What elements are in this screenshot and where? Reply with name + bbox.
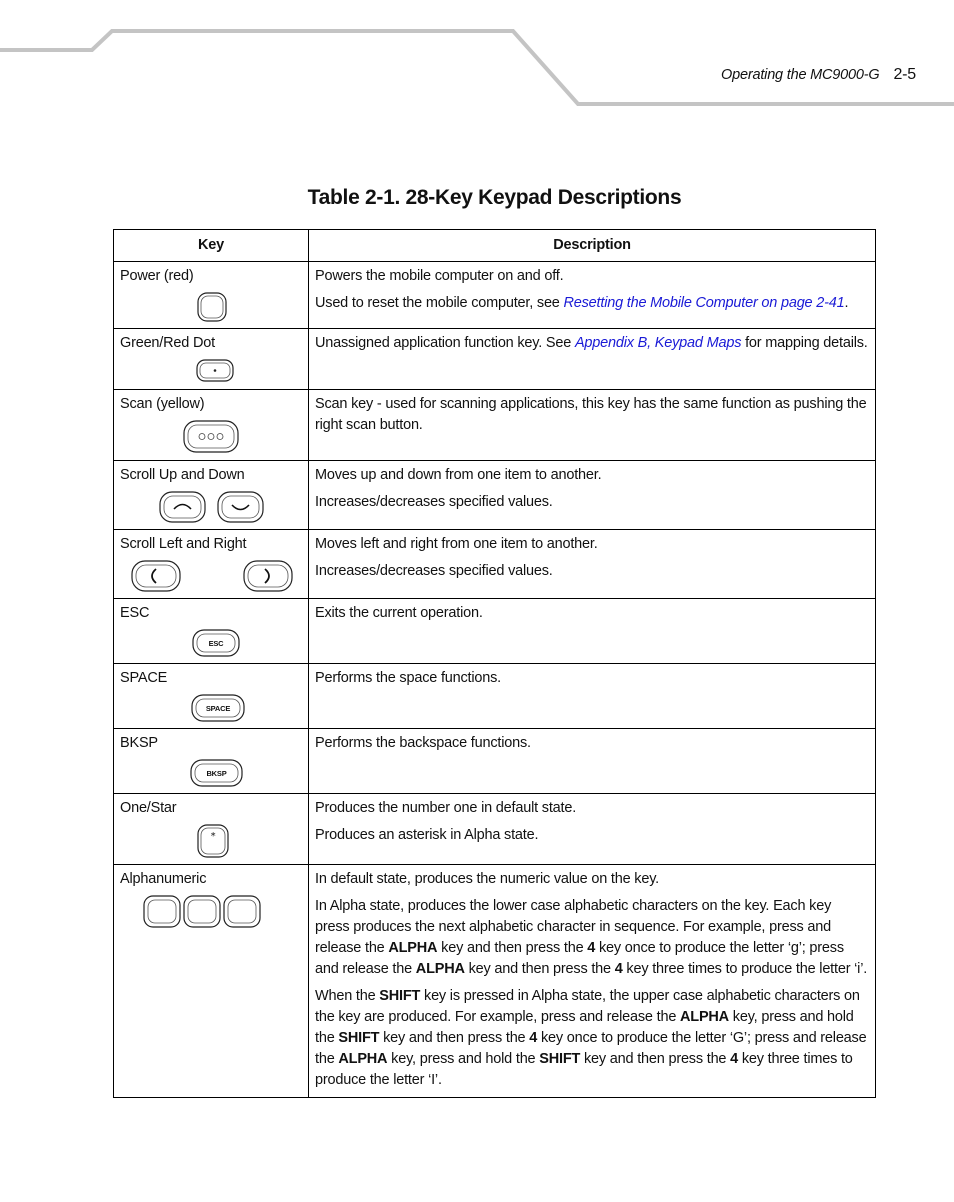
key-name: Alphanumeric <box>120 871 207 888</box>
table-row <box>114 664 876 729</box>
table-row <box>114 865 876 1098</box>
text-part: key once to produce the letter ‘g’; press and release the <box>315 940 844 978</box>
table-row <box>114 329 876 390</box>
description-cell <box>309 599 876 664</box>
text-part: key once to produce the letter ‘G’; press and release the <box>315 1030 867 1068</box>
key-name: Power (red) <box>120 268 194 284</box>
text-part: key is pressed in Alpha state, the upper case alphabetic characters on the key are produced. For example, press and release the <box>315 988 860 1026</box>
table-title: Table 2-1. 28-Key Keypad Descriptions <box>307 186 682 209</box>
power-key-icon <box>120 292 303 322</box>
page-number: 2-5 <box>893 66 916 83</box>
description-text: Scan key - used for scanning applications, this key has the same function as pushing the right scan button. <box>315 396 867 434</box>
esc-key-icon <box>120 629 303 657</box>
key-ref: 4 <box>587 940 596 957</box>
space-key-icon <box>120 694 303 722</box>
key-cell <box>114 390 309 461</box>
table-row <box>114 729 876 794</box>
description-text: Performs the space functions. <box>315 670 502 687</box>
description-cell <box>309 262 876 329</box>
table-row <box>114 794 876 865</box>
text-part: key, press and hold the <box>387 1051 540 1068</box>
description-text: Moves left and right from one item to another. <box>315 536 598 553</box>
key-ref: ALPHA <box>415 961 465 978</box>
description-text: Performs the backspace functions. <box>315 735 531 752</box>
text-part: key and then press the <box>379 1030 530 1047</box>
description-text-part: . <box>844 295 849 312</box>
description-text: Moves up and down from one item to another. <box>315 467 602 484</box>
text-part: key three times to produce the letter ‘I’. <box>315 1051 853 1089</box>
text-part: key and then press the <box>437 940 588 957</box>
description-cell <box>309 530 876 599</box>
key-cell <box>114 865 309 1098</box>
description-text <box>315 293 869 314</box>
text-part: When the <box>315 988 380 1005</box>
description-text-part: Used to reset the mobile computer, see <box>315 295 564 312</box>
description-cell <box>309 461 876 530</box>
description-text-part: Unassigned application function key. See <box>315 335 575 352</box>
key-ref: ALPHA <box>338 1051 388 1068</box>
key-name: Scroll Up and Down <box>120 467 245 484</box>
bksp-key-icon <box>120 759 303 787</box>
space-key-label: SPACE <box>205 704 231 714</box>
key-cell <box>114 664 309 729</box>
description-text-part: for mapping details. <box>741 335 868 352</box>
key-cell <box>114 329 309 390</box>
dot-key-icon <box>120 359 303 383</box>
key-ref: SHIFT <box>379 988 421 1005</box>
table-row <box>114 390 876 461</box>
description-cell <box>309 865 876 1098</box>
description-text: In default state, produces the numeric value on the key. <box>315 871 659 888</box>
table-row <box>114 530 876 599</box>
column-header-description: Description <box>309 230 876 262</box>
description-text <box>315 896 869 980</box>
key-cell <box>114 461 309 530</box>
key-name: BKSP <box>120 735 158 752</box>
header-decoration <box>0 0 954 110</box>
text-part: In Alpha state, produces the lower case alphabetic characters on the key. Each key press produces the next alphabetic character in sequence. For example, press and release the <box>315 898 832 957</box>
description-cell <box>309 390 876 461</box>
table-header-row <box>114 230 876 262</box>
key-ref: SHIFT <box>539 1051 581 1068</box>
text-part: key three times to produce the letter ‘i’. <box>622 961 868 978</box>
key-name: Scroll Left and Right <box>120 536 247 553</box>
key-ref: 4 <box>730 1051 738 1068</box>
scroll-up-down-icon <box>120 491 303 523</box>
key-name: Green/Red Dot <box>120 335 215 352</box>
alphanumeric-keys-icon <box>120 895 303 929</box>
key-name: One/Star <box>120 800 177 817</box>
key-ref: ALPHA <box>680 1009 729 1026</box>
esc-key-label: ESC <box>208 639 224 649</box>
key-cell <box>114 262 309 329</box>
description-text: Increases/decreases specified values. <box>315 494 553 511</box>
key-ref: ALPHA <box>388 940 438 957</box>
text-part: key and then press the <box>464 961 615 978</box>
description-text: Produces the number one in default state. <box>315 800 577 817</box>
description-cell <box>309 729 876 794</box>
scan-key-icon <box>120 420 303 454</box>
key-cell <box>114 729 309 794</box>
description-text: Exits the current operation. <box>315 605 483 622</box>
description-text <box>315 986 869 1091</box>
description-text: Produces an asterisk in Alpha state. <box>315 827 539 844</box>
description-text: Increases/decreases specified values. <box>315 563 553 580</box>
text-part: key, press and hold the <box>315 1009 854 1047</box>
key-name: ESC <box>120 605 150 622</box>
column-header-key: Key <box>114 230 309 262</box>
key-name: Scan (yellow) <box>120 396 205 413</box>
key-cell <box>114 599 309 664</box>
running-title: Operating the MC9000-G <box>721 67 880 83</box>
one-star-key-icon <box>120 824 303 858</box>
table-row <box>114 599 876 664</box>
key-cell <box>114 794 309 865</box>
table-row <box>114 262 876 329</box>
star-key-label: * <box>210 831 216 843</box>
description-text <box>315 333 869 354</box>
key-name: SPACE <box>120 670 168 687</box>
bksp-key-label: BKSP <box>206 769 227 779</box>
description-cell <box>309 794 876 865</box>
description-text: Powers the mobile computer on and off. <box>315 268 564 284</box>
scroll-left-right-icon <box>120 560 303 592</box>
description-cell <box>309 329 876 390</box>
description-cell <box>309 664 876 729</box>
key-ref: 4 <box>614 961 623 978</box>
running-head <box>721 66 916 84</box>
key-ref: SHIFT <box>338 1030 380 1047</box>
keypad-table <box>113 229 876 1098</box>
reset-link[interactable]: Resetting the Mobile Computer on page 2-41 <box>563 295 845 312</box>
appendix-link[interactable]: Appendix B, Keypad Maps <box>574 335 742 352</box>
text-part: key and then press the <box>580 1051 731 1068</box>
key-ref: 4 <box>529 1030 538 1047</box>
key-cell <box>114 530 309 599</box>
table-row <box>114 461 876 530</box>
